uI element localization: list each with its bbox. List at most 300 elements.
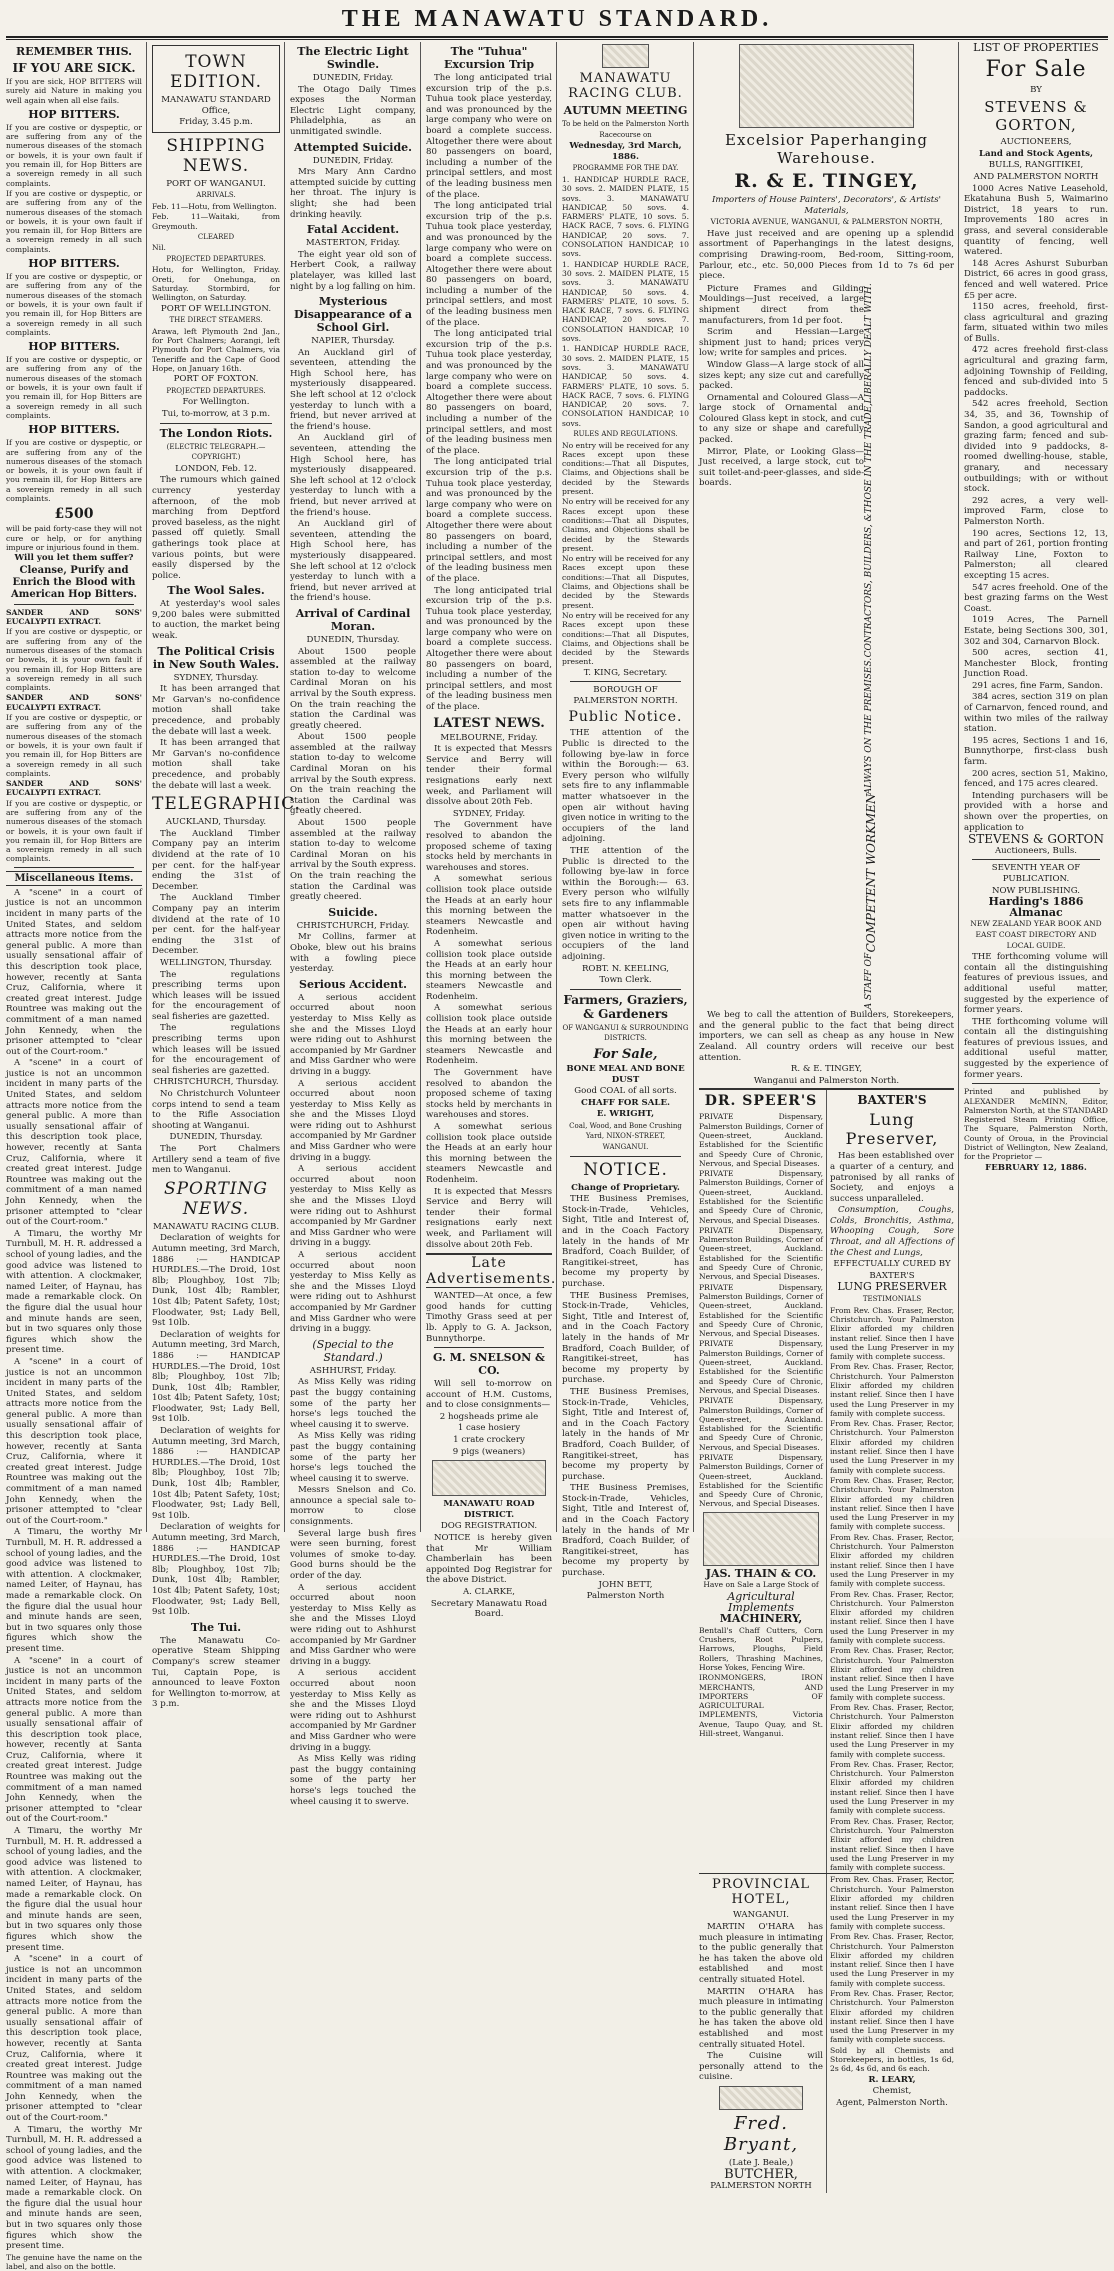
tele-text-2: The regulations prescribing terms upon which leases will be issued for the encouragement of seal fisheries are gazetted.: [152, 969, 280, 1022]
lot-4: 9 pigs (weaners): [452, 1446, 526, 1457]
vertical-text-6: LIBERALLY DEALT WITH.: [864, 282, 874, 403]
column-divider: [693, 42, 694, 1532]
tuhua-text: The long anticipated trial excursion trip of the p.s. Tuhua took place yesterday, and was pronounced by the large company who were on board a complete success. Altogether there were about 80 passengers on board, including a number of the principal settlers, and most of the leading business men of the place.: [426, 329, 552, 456]
misc-text-2: A Timaru, the worthy Mr Turnbull, M. H. R. addressed a school of young ladies, and the good advice was listened to with attention. A clockmaker, named Leiter, of Haynau, has made a remarkable clock. On the figure dial the usual hour and minute hands are seen, but in two squares only those figures which show the present time.: [6, 1826, 142, 1953]
testimonial-text: From Rev. Chas. Fraser, Rector, Christchurch. Your Palmerston Elixir afforded my children instant relief. Since then I have used the Lung Preserver in my family with complete success.: [830, 1816, 954, 1873]
special-text: As Miss Kelly was riding past the buggy containing some of the party her horse's legs touched the wheel causing it to swerve.: [290, 1754, 416, 1807]
lung-heading: Lung Preserver,: [845, 1110, 939, 1149]
testimonial-text: From Rev. Chas. Fraser, Rector, Christchurch. Your Palmerston Elixir afforded my children instant relief. Since then I have used the Lung Preserver in my family with complete success.: [830, 1646, 954, 1702]
testimonial-text: From Rev. Chas. Fraser, Rector, Christchurch. Your Palmerston Elixir afforded my children instant relief. Since then I have used the Lung Preserver in my family with complete success.: [830, 1589, 954, 1646]
scrim-text: Scrim and Hessian—Large shipment just to hand; prices very low; write for samples and prices.: [699, 327, 864, 359]
horse-illustration: [602, 44, 649, 68]
seventh-year: SEVENTH YEAR OF PUBLICATION.: [991, 863, 1081, 884]
hop-intro: If you are sick, HOP BITTERS will surely aid Nature in making you well again when all else fails.: [6, 77, 142, 105]
column-divider: [420, 42, 421, 1532]
testimonial-text: From Rev. Chas. Fraser, Rector, Christchurch. Your Palmerston Elixir afforded my children instant relief. Since then I have used the Lung Preserver in my family with complete success.: [830, 1875, 954, 1931]
later-text: A somewhat serious collision took place outside the Heads at an early hour this morning between the steamers Newcastle and Rodenheim.: [426, 1122, 552, 1185]
hop-text: If you are costive or dyspeptic, or are suffering from any of the numerous diseases of the stomach or bowels, it is your own fault if you remain ill, for Hop Bitters are a sovereign remedy in all such complaints.: [6, 438, 142, 503]
closing-text: We beg to call the attention of Builders, Storekeepers, and the general public to the fact that being direct importers, we can sell as cheap as any house in New Zealand. All country orders will receive our best attention.: [699, 1010, 954, 1063]
property-8: 547 acres freehold. One of the best grazing farms on the West Coast.: [964, 582, 1108, 614]
hotel-text: MARTIN O'HARA has much pleasure in intimating to the public generally that he has taken the above old established and most centrally situated Hotel.: [699, 1922, 823, 1985]
notice-text: THE attention of the Public is directed to the following bye-law in force within the Borough:— 63. Every person who wilfully sets fire to any inflammable matter whatsoever in the open air without having given notice in writing to the occupiers of the land adjoining.: [562, 728, 689, 845]
meeting-heading: AUTUMN MEETING: [563, 104, 688, 117]
excelsior-banner: Excelsior Paperhanging Warehouse.: [725, 131, 928, 167]
clarke-name: A. CLARKE,: [462, 1587, 516, 1597]
latest-text: It is expected that Messrs Service and Berry will tender their formal resignations early next week, and Parliament will dissolve about 20th Feb.: [426, 1186, 552, 1250]
wool-text: At yesterday's wool sales 9,200 bales were submitted to auction, the market being weak.: [152, 599, 280, 642]
tele-dunedin: DUNEDIN, Thursday.: [169, 1132, 263, 1143]
hop-text: If you are costive or dyspeptic, or are suffering from any of the numerous diseases of the stomach or bowels, it is your own fault if you remain ill, for Hop Bitters are a sovereign remedy in all such complaints.: [6, 713, 142, 778]
column-divider: [146, 42, 147, 1532]
political-text: It has been arranged that Mr Garvan's no-confidence motion shall take precedence, and probably the debate will last a week.: [152, 738, 280, 791]
baxter-heading: BAXTER'S: [857, 1093, 927, 1108]
meeting-sub: To be held on the Palmerston North Racecourse on: [562, 120, 689, 139]
farmers-heading: Farmers, Graziers, & Gardeners: [563, 992, 688, 1021]
moran-text: About 1500 people assembled at the railway station to-day to welcome Cardinal Moran on his arrival by the South express. On the train reaching the station the Cardinal was greatly cheered.: [290, 732, 416, 817]
column-2: [148, 42, 301, 1710]
column-5: [558, 42, 693, 1602]
telegraphic-heading: TELEGRAPHIC.: [152, 794, 301, 815]
lot-3: 1 crate crockery: [453, 1435, 525, 1446]
column-divider: [284, 42, 285, 1532]
reward-text: will be paid forty-case they will not cure or help, or for anything impure or injurious found in them.: [6, 524, 142, 552]
misc-text: A "scene" in a court of justice is not an uncommon incident in many parts of the United States, and seldom attracts more notice from the general public. A more than usually sensational affair of this description took place, however, recently at Santa Cruz, California, where it created great interest. Judge Rountree was making out the commitment of a man named John Kennedy, when the prisoner attempted to "clear out of the Court-room.": [6, 1655, 142, 1825]
wanted-ad: WANTED—At once, a few good hands for cutting Timothy Grass seed at per lb. Apply to G. A. Jackson, Bunnythorpe.: [426, 1291, 552, 1344]
later-text: A somewhat serious collision took place outside the Heads at an early hour this morning between the steamers Newcastle and Rodenheim.: [426, 874, 552, 938]
hop-text: If you are costive or dyspeptic, or are suffering from any of the numerous diseases of the stomach or bowels, it is your own fault if you remain ill, for Hop Bitters are a sovereign remedy in all such complaints.: [6, 122, 142, 188]
fred-bryant: Fred. Bryant,: [723, 2112, 799, 2155]
sporting-text: Declaration of weights for Autumn meeting, 3rd March, 1886 :— HANDICAP HURDLES.—The Droid, 10st 8lb; Ploughboy, 10st 7lb; Dunk, 10st 4lb; Rambler, 10st 4lb; Patent Safety, 10st; Floodwater, 9st; Lady Bell, 9st 10lb.: [152, 1522, 280, 1618]
special-text: As Miss Kelly was riding past the buggy containing some of the party her horse's legs touched the wheel causing it to swerve.: [290, 1377, 416, 1430]
swindle-heading: The Electric Light Swindle.: [297, 45, 409, 71]
tele-christchurch: CHRISTCHURCH, Thursday.: [153, 1077, 279, 1088]
projected-label: PROJECTED DEPARTURES.: [166, 254, 266, 263]
hop-bitters-heading: HOP BITTERS.: [28, 423, 120, 437]
projected-text: Hotu, for Wellington, Friday. Oreti, for Onehunga, on Saturday. Stormbird, for Wellington, on Saturday.: [152, 265, 280, 303]
rules-text: No entry will be received for any Races except upon these conditions:—That all Disputes, Claims, and Objections shall be decided by the Stewards present.: [562, 497, 689, 553]
for-sale-heading: For Sale,: [593, 1046, 658, 1062]
machinery-heading: MACHINERY,: [719, 1612, 803, 1626]
property-9: 1019 Acres, The Parnell Estate, being Sections 300, 301, 302 and 304, Carnarvon Block.: [964, 615, 1108, 647]
misc-heading: Miscellaneous Items.: [6, 871, 142, 886]
suicide-heading: Attempted Suicide.: [294, 140, 412, 154]
nil-text: Nil.: [152, 243, 166, 253]
property-12: 384 acres, section 319 on plan of Carnarvon, fenced round, and within two miles of the railway station.: [964, 692, 1108, 735]
speer-text: PRIVATE Dispensary, Palmerston Buildings, Corner of Queen-street, Auckland. Established for the Scientific and Speedy Cure of Chronic, Nervous, and Special Diseases.: [699, 1396, 823, 1452]
charcoal-line: Good COAL of all sorts.: [574, 1086, 677, 1097]
almanac-title: Harding's 1886 Almanac: [988, 895, 1084, 919]
office-line: MANAWATU STANDARD Office,: [161, 95, 271, 116]
tui-text: The Manawatu Co-operative Steam Shipping Company's screw steamer Tui, Captain Pope, is announced to leave Foxton for Wellington to-morrow, at 3 p.m.: [152, 1635, 280, 1710]
property-3: 1150 acres, freehold, first-class agricultural and grazing farm, situated within two miles of Bulls.: [964, 302, 1108, 344]
testimonial-text: From Rev. Chas. Fraser, Rector, Christchurch. Your Palmerston Elixir afforded my children instant relief. Since then I have used the Lung Preserver in my family with complete success.: [830, 1362, 954, 1418]
serious-text: A serious accident occurred about noon yesterday to Miss Kelly as she and the Misses Lloyd were riding out to Ashhurst accompanied by Mr Gardner and Miss Gardner who were driving in a buggy.: [290, 1250, 416, 1335]
myst-text: An Auckland girl of seventeen, attending the High School here, has mysteriously disappeared. She left school at 12 o'clock yesterday to lunch with a friend, but never arrived at the friend's house.: [290, 433, 416, 518]
serious-text: A serious accident occurred about noon yesterday to Miss Kelly as she and the Misses Lloyd were riding out to Ashhurst accompanied by Mr Gardner and Miss Gardner who were driving in a buggy.: [290, 1668, 416, 1753]
column-divider: [556, 42, 557, 1532]
property-5: 542 acres freehold, Section 34, 35, and 36, Township of Sandon, a good agricultural and grazing farm; fenced and sub-divided into 9 paddocks, 8-roomed dwelling-house, stable, granary, and necessary outbuildings; with or without stock.: [964, 399, 1108, 495]
list-title: LIST OF PROPERTIES: [973, 41, 1099, 54]
thain-sub: Have on Sale a Large Stock of: [703, 1580, 819, 1590]
testimonial-text: From Rev. Chas. Fraser, Rector, Christchurch. Your Palmerston Elixir afforded my children instant relief. Since then I have used the Lung Preserver in my family with complete success.: [830, 1932, 954, 1988]
clarke-role: Secretary Manawatu Road Board.: [430, 1598, 548, 1620]
question: Will you let them suffer?: [14, 553, 134, 564]
tuhua-text: The long anticipated trial excursion trip of the p.s. Tuhua took place yesterday, and was pronounced by the large company who were on board a complete success. Altogether there were about 80 passengers on board, including a number of the principal settlers, and most of the leading business men of the place.: [426, 73, 552, 200]
town-edition-heading: TOWN EDITION.: [170, 52, 262, 92]
shipping-heading: SHIPPING NEWS.: [166, 135, 266, 176]
fatal-dateline: MASTERTON, Friday.: [305, 238, 401, 249]
tingey-address: VICTORIA AVENUE, WANGANUI, & PALMERSTON NORTH,: [710, 217, 943, 227]
property-14: 200 acres, section 51, Makino, fenced, and 175 acres cleared.: [964, 768, 1108, 790]
by-label: BY: [1030, 84, 1042, 95]
sign-painting-illustration: [739, 44, 914, 128]
cleared-label: CLEARED: [197, 232, 235, 241]
change-heading: Change of Proprietary.: [571, 1182, 680, 1193]
hotel-heading: PROVINCIAL HOTEL,: [712, 1877, 810, 1908]
butcher-label: BUTCHER,: [724, 2166, 798, 2182]
misc-text: A "scene" in a court of justice is not an uncommon incident in many parts of the United States, and seldom attracts more notice from the general public. A more than usually sensational affair of this description took place, however, recently at Santa Cruz, California, where it created great interest. Judge Rountree was making out the commitment of a man named John Kennedy, when the prisoner attempted to "clear out of the Court-room.": [6, 887, 142, 1057]
location-label: BULLS, RANGITIKEI,: [988, 160, 1084, 171]
misc-text-2: A Timaru, the worthy Mr Turnbull, M. H. R. addressed a school of young ladies, and the good advice was listened to with attention. A clockmaker, named Leiter, of Haynau, has made a remarkable clock. On the figure dial the usual hour and minute hands are seen, but in two squares only those figures which show the present time.: [6, 2124, 142, 2252]
lot-1: 2 hogsheads prime ale: [439, 1411, 539, 1422]
bush-text: Several large bush fires were seen burning, forest volumes of smoke to-day. Good burns should be the order of the day.: [290, 1528, 416, 1582]
lung-text: Has been established over a quarter of a century, and patronised by all ranks of Society, and enjoys a success unparalleled.: [830, 1151, 954, 1204]
cleanse-text: Cleanse, Purify and Enrich the Blood with American Hop Bitters.: [11, 564, 137, 600]
moran-heading: Arrival of Cardinal Moran.: [295, 606, 411, 633]
notice-text: THE attention of the Public is directed to the following bye-law in force within the Borough:— 63. Every person who wilfully sets fire to any inflammable matter whatsoever in the open air without having given notice in writing to the occupiers of the land adjoining.: [562, 846, 689, 962]
column-8: [960, 42, 1112, 1532]
hop-text: If you are costive or dyspeptic, or are suffering from any of the numerous diseases of the stomach or bowels, it is your own fault if you remain ill, for Hop Bitters are a sovereign remedy in all such complaints.: [6, 627, 142, 693]
sydney-text: The Government have resolved to abandon the proposed scheme of taxing stocks held by merchants in warehouses and stores.: [426, 1068, 552, 1121]
fatal-text: The eight year old son of Herbert Cook, a railway platelayer, was killed last night by a log falling on him.: [290, 249, 416, 292]
tele-text-1: The Auckland Timber Company pay an interim dividend at the rate of 10 per cent. for the half-year ending the 31st of December.: [152, 893, 280, 957]
serious-text: A serious accident occurred about noon yesterday to Miss Kelly as she and the Misses Lloyd were riding out to Ashhurst accompanied by Mr Gardner and Miss Gardner who were driving in a buggy.: [290, 1582, 416, 1667]
wright-name: E. WRIGHT,: [596, 1109, 655, 1120]
agent-label: Agent, Palmerston North.: [836, 2097, 948, 2108]
mysterious-heading: Mysterious Disappearance of a School Girl.: [293, 295, 413, 335]
intending-text: Intending purchasers will be provided with a horse and shown over the properties, on application to: [964, 790, 1108, 833]
moran-text: About 1500 people assembled at the railway station to-day to welcome Cardinal Moran on his arrival by the South express. On the train reaching the station the Cardinal was greatly cheered.: [290, 818, 416, 903]
plough-illustration: [703, 1512, 819, 1566]
implements-heading: Agricultural Implements: [727, 1589, 795, 1614]
fatal-heading: Fatal Accident.: [306, 223, 400, 237]
tele-text-3: No Christchurch Volunteer corps intend to send a team to the Rifle Association shooting at Wanganui.: [152, 1089, 280, 1131]
testimonial-text: From Rev. Chas. Fraser, Rector, Christchurch. Your Palmerston Elixir afforded my children instant relief. Since then I have used the Lung Preserver in my family with complete success.: [830, 1989, 954, 2045]
tingey-name: R. & E. TINGEY,: [734, 170, 919, 192]
arrival-2: Feb. 11—Waitaki, from Greymouth.: [152, 212, 280, 231]
vertical-text-4: CONTRACTORS, BUILDERS, &: [864, 513, 874, 658]
political-dateline: SYDNEY, Thursday.: [173, 672, 259, 683]
latest-dateline: MELBOURNE, Friday.: [440, 732, 538, 743]
betts-name: JOHN BETT,: [598, 1579, 653, 1590]
hop-text: If you are costive or dyspeptic, or are suffering from any of the numerous diseases of the stomach or bowels, it is your own fault if you remain ill, for Hop Bitters are a sovereign remedy in all such complaints.: [6, 798, 142, 864]
testimonial-text: From Rev. Chas. Fraser, Rector, Christchurch. Your Palmerston Elixir afforded my children instant relief. Since then I have used the Lung Preserver in my family with complete success.: [830, 1475, 954, 1532]
machinery-list: Bentall's Chaff Cutters, Corn Crushers, Root Pulpers, Harrows, Ploughs, Field Rollers, Thrashing Machines, Horse Yokes, Fencing Wire.: [699, 1625, 823, 1672]
speer-text: PRIVATE Dispensary, Palmerston Buildings, Corner of Queen-street, Auckland. Established for the Scientific and Speedy Cure of Chronic, Nervous, and Special Diseases.: [699, 1282, 823, 1339]
rules-text: No entry will be received for any Races except upon these conditions:—That all Disputes, Claims, and Objections shall be decided by the Stewards present.: [562, 610, 689, 667]
arrival-1: Feb. 11—Hotu, from Wellington.: [152, 201, 277, 211]
racing-club: MANAWATU RACING CLUB.: [152, 1221, 280, 1232]
bone-meal: BONE MEAL AND BONE DUST: [566, 1063, 685, 1085]
projected-label-2: PROJECTED DEPARTURES.: [166, 386, 266, 395]
property-6: 292 acres, a very well-improved Farm, close to Palmerston North.: [964, 495, 1108, 527]
cured-text: EFFECTUALLY CURED BY: [833, 1259, 951, 1270]
suicide2-text: Mr Collins, farmer at Oboke, blew out his brains with a fowling piece yesterday.: [290, 932, 416, 975]
tele-wellington: WELLINGTON, Thursday.: [160, 957, 272, 968]
pictures-text: Picture Frames and Gilding Mouldings—Just received, a large shipment direct from the manufacturers, from 1d per foot.: [699, 283, 864, 326]
speer-text: PRIVATE Dispensary, Palmerston Buildings, Corner of Queen-street, Auckland. Established for the Scientific and Speedy Cure of Chronic, Nervous, and Special Diseases.: [699, 1112, 823, 1168]
ornamental-text: Ornamental and Coloured Glass—A large stock of Ornamental and Coloured Glass kept in stock, and cut to any size or shape and carefully packed.: [699, 392, 864, 446]
tingey-sub: Importers of House Painters', Decorators', & Artists' Materials,: [711, 195, 942, 216]
political-text: It has been arranged that Mr Garvan's no-confidence motion shall take precedence, and probably the debate will last a week.: [152, 684, 280, 737]
snelson-heading: G. M. SNELSON & CO.: [433, 1351, 545, 1378]
hop-text: If you are costive or dyspeptic, or are suffering from any of the numerous diseases of the stomach or bowels, it is your own fault if you remain ill, for Hop Bitters are a sovereign remedy in all such complaints.: [6, 355, 142, 420]
sporting-text: Declaration of weights for Autumn meeting, 3rd March, 1886 :— HANDICAP HURDLES.—The Droid, 10st 8lb; Ploughboy, 10st 7lb; Dunk, 10st 4lb; Rambler, 10st 4lb; Patent Safety, 10st; Floodwater, 9st; Lady Bell, 9st 10lb.: [152, 1329, 280, 1425]
notice-heading: NOTICE.: [583, 1159, 668, 1180]
tuhua-text: The long anticipated trial excursion trip of the p.s. Tuhua took place yesterday, and was pronounced by the large company who were on board a complete success. Altogether there were about 80 passengers on board, including a number of the principal settlers, and most of the leading business men of the place.: [426, 585, 552, 713]
cattle-illustration: [719, 2086, 803, 2110]
snelson-text: Will sell to-morrow on account of H.M. Customs, and to close consignments—: [426, 1379, 552, 1411]
special-heading: (Special to the Standard.): [312, 1337, 394, 1364]
misc-text: A "scene" in a court of justice is not an uncommon incident in many parts of the United States, and seldom attracts more notice from the general public. A more than usually sensational affair of this description took place, however, recently at Santa Cruz, California, where it created great interest. Judge Rountree was making out the commitment of a man named John Kennedy, when the prisoner attempted to "clear out of the Court-room.": [6, 1954, 142, 2124]
change-text: THE Business Premises, Stock-in-Trade, Vehicles, Sight, Title and Interest of, and in the Coach Factory lately in the hands of Mr Bradford, Coach Builder, of Rangitikei-street, has become my property by purchase.: [562, 1194, 689, 1290]
column-6: [695, 42, 958, 2192]
misc-text: A "scene" in a court of justice is not an uncommon incident in many parts of the United States, and seldom attracts more notice from the general public. A more than usually sensational affair of this description took place, however, recently at Santa Cruz, California, where it created great interest. Judge Rountree was making out the commitment of a man named John Kennedy, when the prisoner attempted to "clear out of the Court-room.": [6, 1058, 142, 1228]
secretary: T. KING, Secretary.: [583, 667, 668, 678]
hotel-text: MARTIN O'HARA has much pleasure in intimating to the public generally that he has taken the above old established and most centrally situated Hotel.: [699, 1986, 823, 2050]
london-text: The rumours which gained currency yesterday afternoon, of the mob marching from Deptford proved baseless, as the night passed off quietly. Small gatherings took place at various points, but were easily dispersed by the police.: [152, 475, 280, 581]
and-pn-label: AND PALMERSTON NORTH: [973, 171, 1099, 182]
tuhua-heading: The "Tuhua" Excursion Trip: [443, 45, 535, 71]
chemist-label: Chemist,: [872, 2086, 912, 2097]
almanac-sub: NEW ZEALAND YEAR BOOK AND EAST COAST DIRECTORY AND LOCAL GUIDE.: [970, 919, 1102, 950]
property-10: 500 acres, section 41, Manchester Block, fronting Junction Road.: [964, 648, 1108, 680]
firm-name: STEVENS & GORTON,: [984, 98, 1088, 135]
property-13: 195 acres, Sections 1 and 16, Bunnythorpe, first-class bush farm.: [964, 735, 1108, 768]
baxter-heading-2: BAXTER'S: [869, 1270, 915, 1281]
later-text: A somewhat serious collision took place outside the Heads at an early hour this morning between the steamers Newcastle and Rodenheim.: [426, 938, 552, 1002]
programme-text: 1. HANDICAP HURDLE RACE, 30 sovs. 2. MAIDEN PLATE, 15 sovs. 3. MANAWATU HANDICAP, 50 sovs. 4. FARMERS' PLATE, 10 sovs. 5. HACK RACE, 7 sovs. 6. FLYING HANDICAP, 20 sovs. 7. CONSOLATION HANDICAP, 10 sovs.: [562, 259, 689, 344]
hop-bitters-heading: HOP BITTERS.: [28, 340, 120, 354]
fred-sub: (Late J. Beale,): [728, 2157, 794, 2168]
consumption-text: Consumption, Coughs, Colds, Bronchitis, Asthma, Whooping Cough, Sore Throat, and all Affections of the Chest and Lungs,: [830, 1205, 954, 1258]
port-wanganui: PORT OF WANGANUI.: [166, 178, 266, 189]
suicide-dateline: DUNEDIN, Friday.: [312, 155, 394, 166]
rules-text: No entry will be received for any Races except upon these conditions:—That all Disputes, Claims, and Objections shall be decided by the Stewards present.: [562, 440, 689, 497]
chaff-line: CHAFF FOR SALE.: [580, 1097, 670, 1108]
printed-notice: Printed and published by ALEXANDER McMINN, Editor, Palmerston North, at the STANDARD Registered Steam Printing Office, The Square, Palmerston North, County of Oroua, in the Provincial District of Wellington, New Zealand, for the Proprietor —: [964, 1087, 1108, 1162]
closing-sign: R. & E. TINGEY,: [790, 1064, 863, 1075]
vertical-text-2: COMPETENT WORKMEN: [864, 793, 878, 953]
serious-text: A serious accident occurred about noon yesterday to Miss Kelly as she and the Misses Lloyd were riding out to Ashhurst accompanied by Mr Gardner and Miss Gardner who were driving in a buggy.: [290, 1164, 416, 1249]
myst-dateline: NAPIER, Thursday.: [311, 336, 395, 347]
myst-text: An Auckland girl of seventeen, attending the High School here, has mysteriously disappeared. She left school at 12 o'clock yesterday to lunch with a friend, but never arrived at the friend's house.: [290, 519, 416, 604]
thain-name: JAS. THAIN & CO.: [705, 1566, 817, 1580]
farmers-sub: OF WANGANUI & SURROUNDING DISTRICTS.: [562, 1023, 689, 1043]
palmerston-label: PALMERSTON NORTH: [710, 2181, 812, 2192]
tide-text: Messrs Snelson and Co. announce a special sale to-morrow to close consignments.: [290, 1485, 416, 1528]
sporting-text: Declaration of weights for Autumn meeting, 3rd March, 1886 :— HANDICAP HURDLES.—The Droid, 10st 8lb; Ploughboy, 10st 7lb; Dunk, 10st 4lb; Rambler, 10st 4lb; Patent Safety, 10st; Floodwater, 9st; Lady Bell, 9st 10lb.: [152, 1233, 280, 1329]
testimonial-text: From Rev. Chas. Fraser, Rector, Christchurch. Your Palmerston Elixir afforded my children instant relief. Since then I have used the Lung Preserver in my family with complete success.: [830, 1419, 954, 1475]
misc-text-2: A Timaru, the worthy Mr Turnbull, M. H. R. addressed a school of young ladies, and the good advice was listened to with attention. A clockmaker, named Leiter, of Haynau, has made a remarkable clock. On the figure dial the usual hour and minute hands are seen, but in two squares only those figures which show the present time.: [6, 1527, 142, 1654]
road-board: MANAWATU ROAD DISTRICT.: [443, 1499, 535, 1520]
special-text: As Miss Kelly was riding past the buggy containing some of the party her horse's legs touched the wheel causing it to swerve.: [290, 1431, 416, 1484]
direct-label: THE DIRECT STEAMERS.: [169, 316, 263, 325]
column-3: [286, 42, 420, 1807]
masthead-rule: [6, 36, 1108, 40]
lot-2: 1 case hosiery: [457, 1423, 521, 1434]
tele-text-1: The Auckland Timber Company pay an interim dividend at the rate of 10 per cent. for the half-year ending the 31st of December.: [152, 828, 280, 892]
dog-text: NOTICE is hereby given that Mr William Chamberlain has been appointed Dog Registrar for the above District.: [426, 1533, 552, 1586]
testimonial-text: From Rev. Chas. Fraser, Rector, Christchurch. Your Palmerston Elixir afforded my children instant relief. Since then I have used the Lung Preserver in my family with complete success.: [830, 1703, 954, 1759]
change-text: THE Business Premises, Stock-in-Trade, Vehicles, Sight, Title and Interest of, and in the Coach Factory lately in the hands of Mr Bradford, Coach Builder, of Rangitikei-street, has become my property by purchase.: [562, 1386, 689, 1482]
column-1: [2, 42, 146, 2271]
tuhua-text: The long anticipated trial excursion trip of the p.s. Tuhua took place yesterday, and was pronounced by the large company who were on board a complete success. Altogether there were about 80 passengers on board, including a number of the principal settlers, and most of the leading business men of the place.: [426, 201, 552, 328]
serious-text: A serious accident occurred about noon yesterday to Miss Kelly as she and the Misses Lloyd were riding out to Ashhurst accompanied by Mr Gardner and Miss Gardner who were driving in a buggy.: [290, 1078, 416, 1163]
hotel-location: WANGANUI.: [732, 1910, 790, 1921]
cable-note: (ELECTRIC TELEGRAPH.—COPYRIGHT.): [166, 442, 266, 462]
testimonial-text: From Rev. Chas. Fraser, Rector, Christchurch. Your Palmerston Elixir afforded my children instant relief. Since then I have used the Lung Preserver in my family with complete success.: [830, 1305, 954, 1362]
almanac-text: THE forthcoming volume will contain all the distinguishing features of previous issues, and additional useful matter, suggested by the experience of former years.: [964, 952, 1108, 1016]
keeling-name: ROBT. N. KEELING,: [581, 963, 670, 974]
seal-image: [432, 1460, 546, 1496]
speer-text: PRIVATE Dispensary, Palmerston Buildings, Corner of Queen-street, Auckland. Established for the Scientific and Speedy Cure of Chronic, Nervous, and Special Diseases.: [699, 1169, 823, 1225]
tuhua-text: The long anticipated trial excursion trip of the p.s. Tuhua took place yesterday, and was pronounced by the large company who were on board a complete success. Altogether there were about 80 passengers on board, including a number of the principal settlers, and most of the leading business men of the place.: [426, 457, 552, 584]
swindle-dateline: DUNEDIN, Friday.: [312, 73, 394, 83]
betts-location: Palmerston North: [586, 1591, 665, 1602]
column-4: [422, 42, 557, 1620]
hotel-cuisine: The Cuisine will personally attend to the cuisine.: [699, 2051, 823, 2083]
now-publishing: NOW PUBLISHING.: [991, 885, 1080, 896]
late-ads-heading: Late Advertisements.: [426, 1255, 557, 1288]
testimonial-text: From Rev. Chas. Fraser, Rector, Christchurch. Your Palmerston Elixir afforded my children instant relief. Since then I have used the Lung Preserver in my family with complete success.: [830, 1532, 954, 1589]
speer-text: PRIVATE Dispensary, Palmerston Buildings, Corner of Queen-street, Auckland. Established for the Scientific and Speedy Cure of Chronic, Nervous, and Special Diseases.: [699, 1453, 823, 1509]
hop-bitters-heading: HOP BITTERS.: [28, 257, 120, 271]
latest-text: It is expected that Messrs Service and Berry will tender their formal resignations early next week, and Parliament will dissolve about 20th Feb.: [426, 744, 552, 808]
wool-heading: The Wool Sales.: [167, 584, 265, 598]
vertical-text-1: A STAFF OF: [864, 952, 874, 1010]
port-wellington: PORT OF WELLINGTON.: [160, 303, 272, 314]
speer-text: PRIVATE Dispensary, Palmerston Buildings, Corner of Queen-street, Auckland. Established for the Scientific and Speedy Cure of Chronic, Nervous, and Special Diseases.: [699, 1225, 823, 1282]
remember-heading: REMEMBER THIS.: [15, 45, 133, 58]
property-1: 1000 Acres Native Leasehold, Ekatahuna Bush 5, Waimarino District, 18 years to run. Improvements 180 acres in grass, and several considerable quantity of fencing, well watered.: [964, 183, 1108, 258]
tele-text-4: The Port Chalmers Artillery send a team of five men to Wanganui.: [152, 1144, 280, 1176]
closing-location: Wanganui and Palmerston North.: [753, 1075, 900, 1086]
clerk-title: Town Clerk.: [599, 975, 652, 986]
land-label: Land and Stock Agents,: [979, 148, 1093, 159]
london-dateline: LONDON, Feb. 12.: [175, 463, 257, 474]
special-dateline: ASHHURST, Friday.: [309, 1365, 397, 1376]
firm-name-2: STEVENS & GORTON: [967, 832, 1105, 847]
direct-text: Arawa, left Plymouth 2nd Jan., for Port Chalmers; Aorangi, left Plymouth for Port Chalmers, via Teneriffe and the Cape of Good Hope, on January 16th.: [152, 326, 280, 373]
club-name: MANAWATU RACING CLUB.: [568, 71, 683, 101]
leary-name: R. LEARY,: [868, 2074, 916, 2085]
rules-label: RULES AND REGULATIONS.: [573, 429, 678, 438]
if-sick-heading: IF YOU ARE SICK.: [12, 61, 136, 75]
footer-note: The genuine have the name on the label, and also on the bottle.: [6, 2252, 142, 2271]
public-notice-heading: Public Notice.: [568, 709, 683, 726]
sanders-heading: SANDER AND SONS' EUCALYPTI EXTRACT.: [6, 607, 142, 627]
for-wellington: For Wellington.: [182, 397, 250, 408]
suicide2-dateline: CHRISTCHURCH, Friday.: [296, 920, 410, 931]
change-text: THE Business Premises, Stock-in-Trade, Vehicles, Sight, Title and Interest of, and in the Coach Factory lately in the hands of Mr Bradford, Coach Builder, of Rangitikei-street, has become my property by purchase.: [562, 1290, 689, 1386]
suicide2-heading: Suicide.: [328, 905, 378, 919]
sanders-heading: SANDER AND SONS' EUCALYPTI EXTRACT.: [6, 693, 142, 712]
programme-text: 1. HANDICAP HURDLE RACE, 30 sovs. 2. MAIDEN PLATE, 15 sovs. 3. MANAWATU HANDICAP, 50 sovs. 4. FARMERS' PLATE, 10 sovs. 5. HACK RACE, 7 sovs. 6. FLYING HANDICAP, 20 sovs. 7. CONSOLATION HANDICAP, 10 sovs.: [562, 344, 689, 428]
dog-registration: DOG REGISTRATION.: [440, 1521, 538, 1532]
rules-text: No entry will be received for any Races except upon these conditions:—That all Disputes, Claims, and Objections shall be decided by the Stewards present.: [562, 554, 689, 610]
borough-heading: BOROUGH OF PALMERSTON NORTH.: [573, 685, 678, 706]
window-text: Window Glass—A large stock of all sizes kept; any size cut and carefully packed.: [699, 359, 864, 392]
change-text: THE Business Premises, Stock-in-Trade, Vehicles, Sight, Title and Interest of, and in the Coach Factory lately in the hands of Mr Bradford, Coach Builder, of Rangitikei-street, has become my property by purchase.: [562, 1483, 689, 1579]
property-11: 291 acres, fine Farm, Sandon.: [972, 680, 1103, 691]
sanders-heading: SANDER AND SONS' EUCALYPTI EXTRACT.: [6, 779, 142, 798]
vertical-text-5: THOSE IN THE TRADE,: [864, 402, 874, 514]
misc-text-2: A Timaru, the worthy Mr Turnbull, M. H. R. addressed a school of young ladies, and the good advice was listened to with attention. A clockmaker, named Leiter, of Haynau, has made a remarkable clock. On the figure dial the usual hour and minute hands are seen, but in two squares only those figures which show the present time.: [6, 1228, 142, 1356]
sydney-dateline: SYDNEY, Friday.: [452, 808, 526, 819]
testimonial-text: From Rev. Chas. Fraser, Rector, Christchurch. Your Palmerston Elixir afforded my children instant relief. Since then I have used the Lung Preserver in my family with complete success.: [830, 1759, 954, 1816]
firm-sub-2: Auctioneers, Bulls.: [994, 845, 1078, 856]
programme-label: PROGRAMME FOR THE DAY.: [572, 164, 679, 173]
issue-date: FEBRUARY 12, 1886.: [985, 1162, 1087, 1173]
sporting-text: Declaration of weights for Autumn meeting, 3rd March, 1886 :— HANDICAP HURDLES.—The Droid, 10st 8lb; Ploughboy, 10st 7lb; Dunk, 10st 4lb; Rambler, 10st 4lb; Patent Safety, 10st; Floodwater, 9st; Lady Bell, 9st 10lb.: [152, 1426, 280, 1521]
serious-text: A serious accident occurred about noon yesterday to Miss Kelly as she and the Misses Lloyd were riding out to Ashhurst accompanied by Mr Gardner and Miss Gardner who were driving in a buggy.: [290, 992, 416, 1077]
political-heading: The Political Crisis in New South Wales.: [152, 644, 280, 671]
almanac-text: THE forthcoming volume will contain all the distinguishing features of previous issues, and additional useful matter, suggested by the experience of former years.: [964, 1016, 1108, 1080]
serious-heading: Serious Accident.: [299, 977, 407, 991]
tele-text-2: The regulations prescribing terms upon which leases will be issued for the encouragement of seal fisheries are gazetted.: [152, 1023, 280, 1076]
date-line: Friday, 3.45 p.m.: [179, 117, 253, 128]
moran-dateline: DUNEDIN, Thursday.: [306, 634, 400, 645]
later-text: A somewhat serious collision took place outside the Heads at an early hour this morning between the steamers Newcastle and Rodenheim.: [426, 1003, 552, 1067]
column-divider: [958, 42, 959, 1532]
programme-text: 1. HANDICAP HURDLE RACE, 30 sovs. 2. MAIDEN PLATE, 15 sovs. 3. MANAWATU HANDICAP, 50 sovs. 4. FARMERS' PLATE, 10 sovs. 5. HACK RACE, 7 sovs. 6. FLYING HANDICAP, 20 sovs. 7. CONSOLATION HANDICAP, 10 sovs.: [562, 174, 689, 259]
tui-heading: The Tui.: [190, 1620, 242, 1634]
speer-text: PRIVATE Dispensary, Palmerston Buildings, Corner of Queen-street, Auckland. Established for the Scientific and Speedy Cure of Chronic, Nervous, and Special Diseases.: [699, 1339, 823, 1395]
suicide-text: Mrs Mary Ann Cardno attempted suicide by cutting her throat. The injury is slight; she had been drinking heavily.: [290, 167, 416, 220]
mirror-text: Mirror, Plate, or Looking Glass—Just received, a large stock, cut to suit toilet-and-peer-glasses, and side-boards.: [699, 446, 864, 489]
sporting-heading: SPORTING NEWS.: [163, 1178, 269, 1219]
auctioneers-label: AUCTIONEERS,: [1000, 137, 1072, 148]
reward-amount: £500: [54, 506, 94, 523]
tui-line: Tui, to-morrow, at 3 p.m.: [161, 408, 271, 419]
tingey-text: Have just received and are opening up a splendid assortment of Paperhangings in the latest designs, comprising Drawing-room, Bed-room, Sitting-room, Parlour, etc., etc. 50,000 Pieces from 1d to 7s 6d per piece.: [699, 228, 954, 282]
masthead: THE MANAWATU STANDARD.: [341, 6, 773, 32]
sydney-text: The Government have resolved to abandon the proposed scheme of taxing stocks held by merchants in warehouses and stores.: [426, 820, 552, 873]
thain-address: IRONMONGERS, IRON MERCHANTS, AND IMPORTERS OF AGRICULTURAL IMPLEMENTS, Victoria Avenue, Taupo Quay, and St. Hill-street, Wanganui.: [699, 1673, 823, 1739]
testimonials-label: TESTIMONIALS: [862, 1295, 922, 1304]
port-foxton: PORT OF FOXTON.: [173, 374, 259, 385]
meeting-date: Wednesday, 3rd March, 1886.: [569, 141, 682, 162]
hop-text: If you are costive or dyspeptic, or are suffering from any of the numerous diseases of the stomach or bowels, it is your own fault if you remain ill, for Hop Bitters are a sovereign remedy in all such complaints.: [6, 272, 142, 337]
property-7: 190 acres, Sections 12, 13, and part of 261, portion fronting Railway Line, Foxton to Palmerston; all cleared excepting 15 acres.: [964, 528, 1108, 581]
lung-heading-2: LUNG PRESERVER: [837, 1280, 947, 1294]
tele-auckland: AUCKLAND, Thursday.: [165, 817, 267, 828]
latest-heading: LATEST NEWS.: [433, 715, 545, 731]
speer-heading: DR. SPEER'S: [704, 1093, 818, 1110]
misc-text: A "scene" in a court of justice is not an uncommon incident in many parts of the United States, and seldom attracts more notice from the general public. A more than usually sensational affair of this description took place, however, recently at Santa Cruz, California, where it created great interest. Judge Rountree was making out the commitment of a man named John Kennedy, when the prisoner attempted to "clear out of the Court-room.": [6, 1356, 142, 1526]
moran-text: About 1500 people assembled at the railway station to-day to welcome Cardinal Moran on his arrival by the South express. On the train reaching the station the Cardinal was greatly cheered.: [290, 646, 416, 731]
swindle-text: The Otago Daily Times exposes the Norman Electric Light company, Philadelphia, as an unmitigated swindle.: [290, 84, 416, 137]
london-riots-heading: The London Riots.: [159, 426, 273, 440]
wright-address: Coal, Wood, and Bone Crushing Yard, NIXON-STREET, WANGANUI.: [569, 1121, 682, 1152]
vertical-text-3: ALWAYS ON THE PREMISES.: [864, 657, 874, 794]
for-sale-title: For Sale: [985, 56, 1087, 82]
sold-text: Sold by all Chemists and Storekeepers, in bottles, 1s 6d, 2s 6d, 4s 6d, and 6s each.: [830, 2045, 954, 2074]
hop-bitters-heading: HOP BITTERS.: [28, 107, 120, 121]
property-4: 472 acres freehold first-class agricultural and grazing farm, adjoining Township of Feilding, fenced and sub-divided into 5 paddocks.: [964, 345, 1108, 398]
property-2: 148 Acres Ashurst Suburban District, 66 acres in good grass, fenced and well watered. Price £5 per acre.: [964, 258, 1108, 301]
